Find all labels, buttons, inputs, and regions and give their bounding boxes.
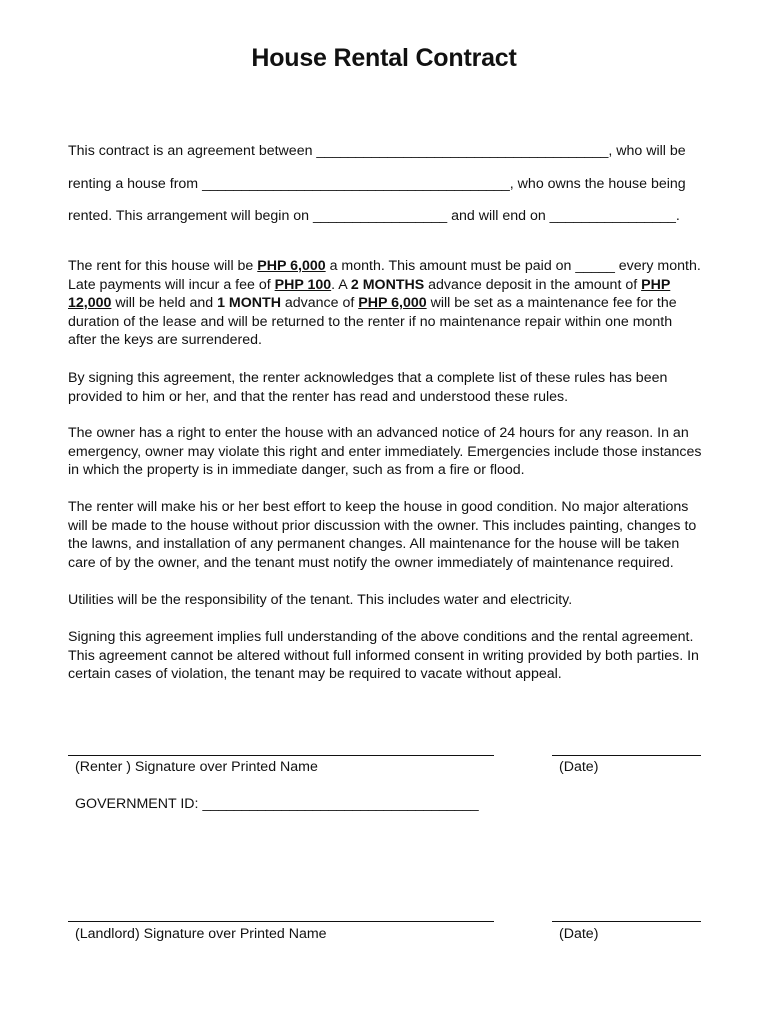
rent-text: advance deposit in the amount of: [424, 276, 642, 293]
renter-date-label: (Date): [559, 759, 599, 775]
rent-amount: PHP 6,000: [257, 258, 326, 274]
advance-amount: PHP 6,000: [358, 295, 427, 312]
rent-text: a month. This amount must be paid on _____ every month. Late payments will incur a fee of: [68, 258, 701, 293]
landlord-date-label: (Date): [559, 926, 599, 942]
rules-paragraph: By signing this agreement, the renter acknowledges that a complete list of these rules has been provided to him or her, and that the renter has read and understood these rules.: [68, 370, 668, 405]
late-fee-amount: PHP 100: [274, 276, 332, 293]
intro-line-dates: rented. This arrangement will begin on _________________ and will end on ________________.: [68, 208, 680, 224]
advance-months: 1 MONTH: [217, 295, 281, 312]
owner-entry-paragraph: The owner has a right to enter the house with an advanced notice of 24 hours for any reason. In an emergency, owner may violate this right and enter immediately. Emergencies include those instances in which the property is in immediate danger, such as from a fire or flood.: [68, 425, 702, 479]
renter-date-line[interactable]: [552, 755, 701, 756]
government-id-field[interactable]: GOVERNMENT ID: ___________________________________: [75, 796, 479, 812]
intro-line-parties: This contract is an agreement between _____________________________________, who will be: [68, 143, 686, 159]
document-title: House Rental Contract: [251, 44, 517, 72]
maintenance-paragraph: The renter will make his or her best effort to keep the house in good condition. No major alterations will be made to the house without prior discussion with the owner. This includes painting, changes to the lawns, and installation of any permanent changes. All maintenance for the house will be taken care of by the owner, and the tenant must notify the owner immediately of maintenance required.: [68, 499, 697, 571]
rent-text: . A: [331, 276, 351, 293]
landlord-signature-line[interactable]: [68, 921, 494, 922]
intro-line-owner: renting a house from _______________________________________, who owns the house being: [68, 176, 686, 192]
renter-signature-line[interactable]: [68, 755, 494, 756]
deposit-amount: PHP 12,000: [68, 276, 671, 312]
landlord-signature-label: (Landlord) Signature over Printed Name: [75, 926, 327, 942]
deposit-months: 2 MONTHS: [350, 276, 425, 293]
understanding-paragraph: Signing this agreement implies full understanding of the above conditions and the rental agreement. This agreement cannot be altered without full informed consent in writing provided by both parties. In certain cases of violation, the tenant may be required to vacate without appeal.: [68, 629, 699, 683]
rent-text: will be set as a maintenance fee for the duration of the lease and will be returned to the renter if no maintenance repair within one month after the keys are surrendered.: [68, 295, 677, 349]
rent-text: The rent for this house will be: [68, 258, 258, 274]
renter-signature-label: (Renter ) Signature over Printed Name: [75, 759, 318, 775]
rent-text: advance of: [280, 295, 359, 312]
rent-text: will be held and: [111, 295, 218, 312]
utilities-paragraph: Utilities will be the responsibility of the tenant. This includes water and electricity.: [68, 592, 573, 608]
landlord-date-line[interactable]: [552, 921, 701, 922]
rent-terms-paragraph: [68, 257, 703, 350]
